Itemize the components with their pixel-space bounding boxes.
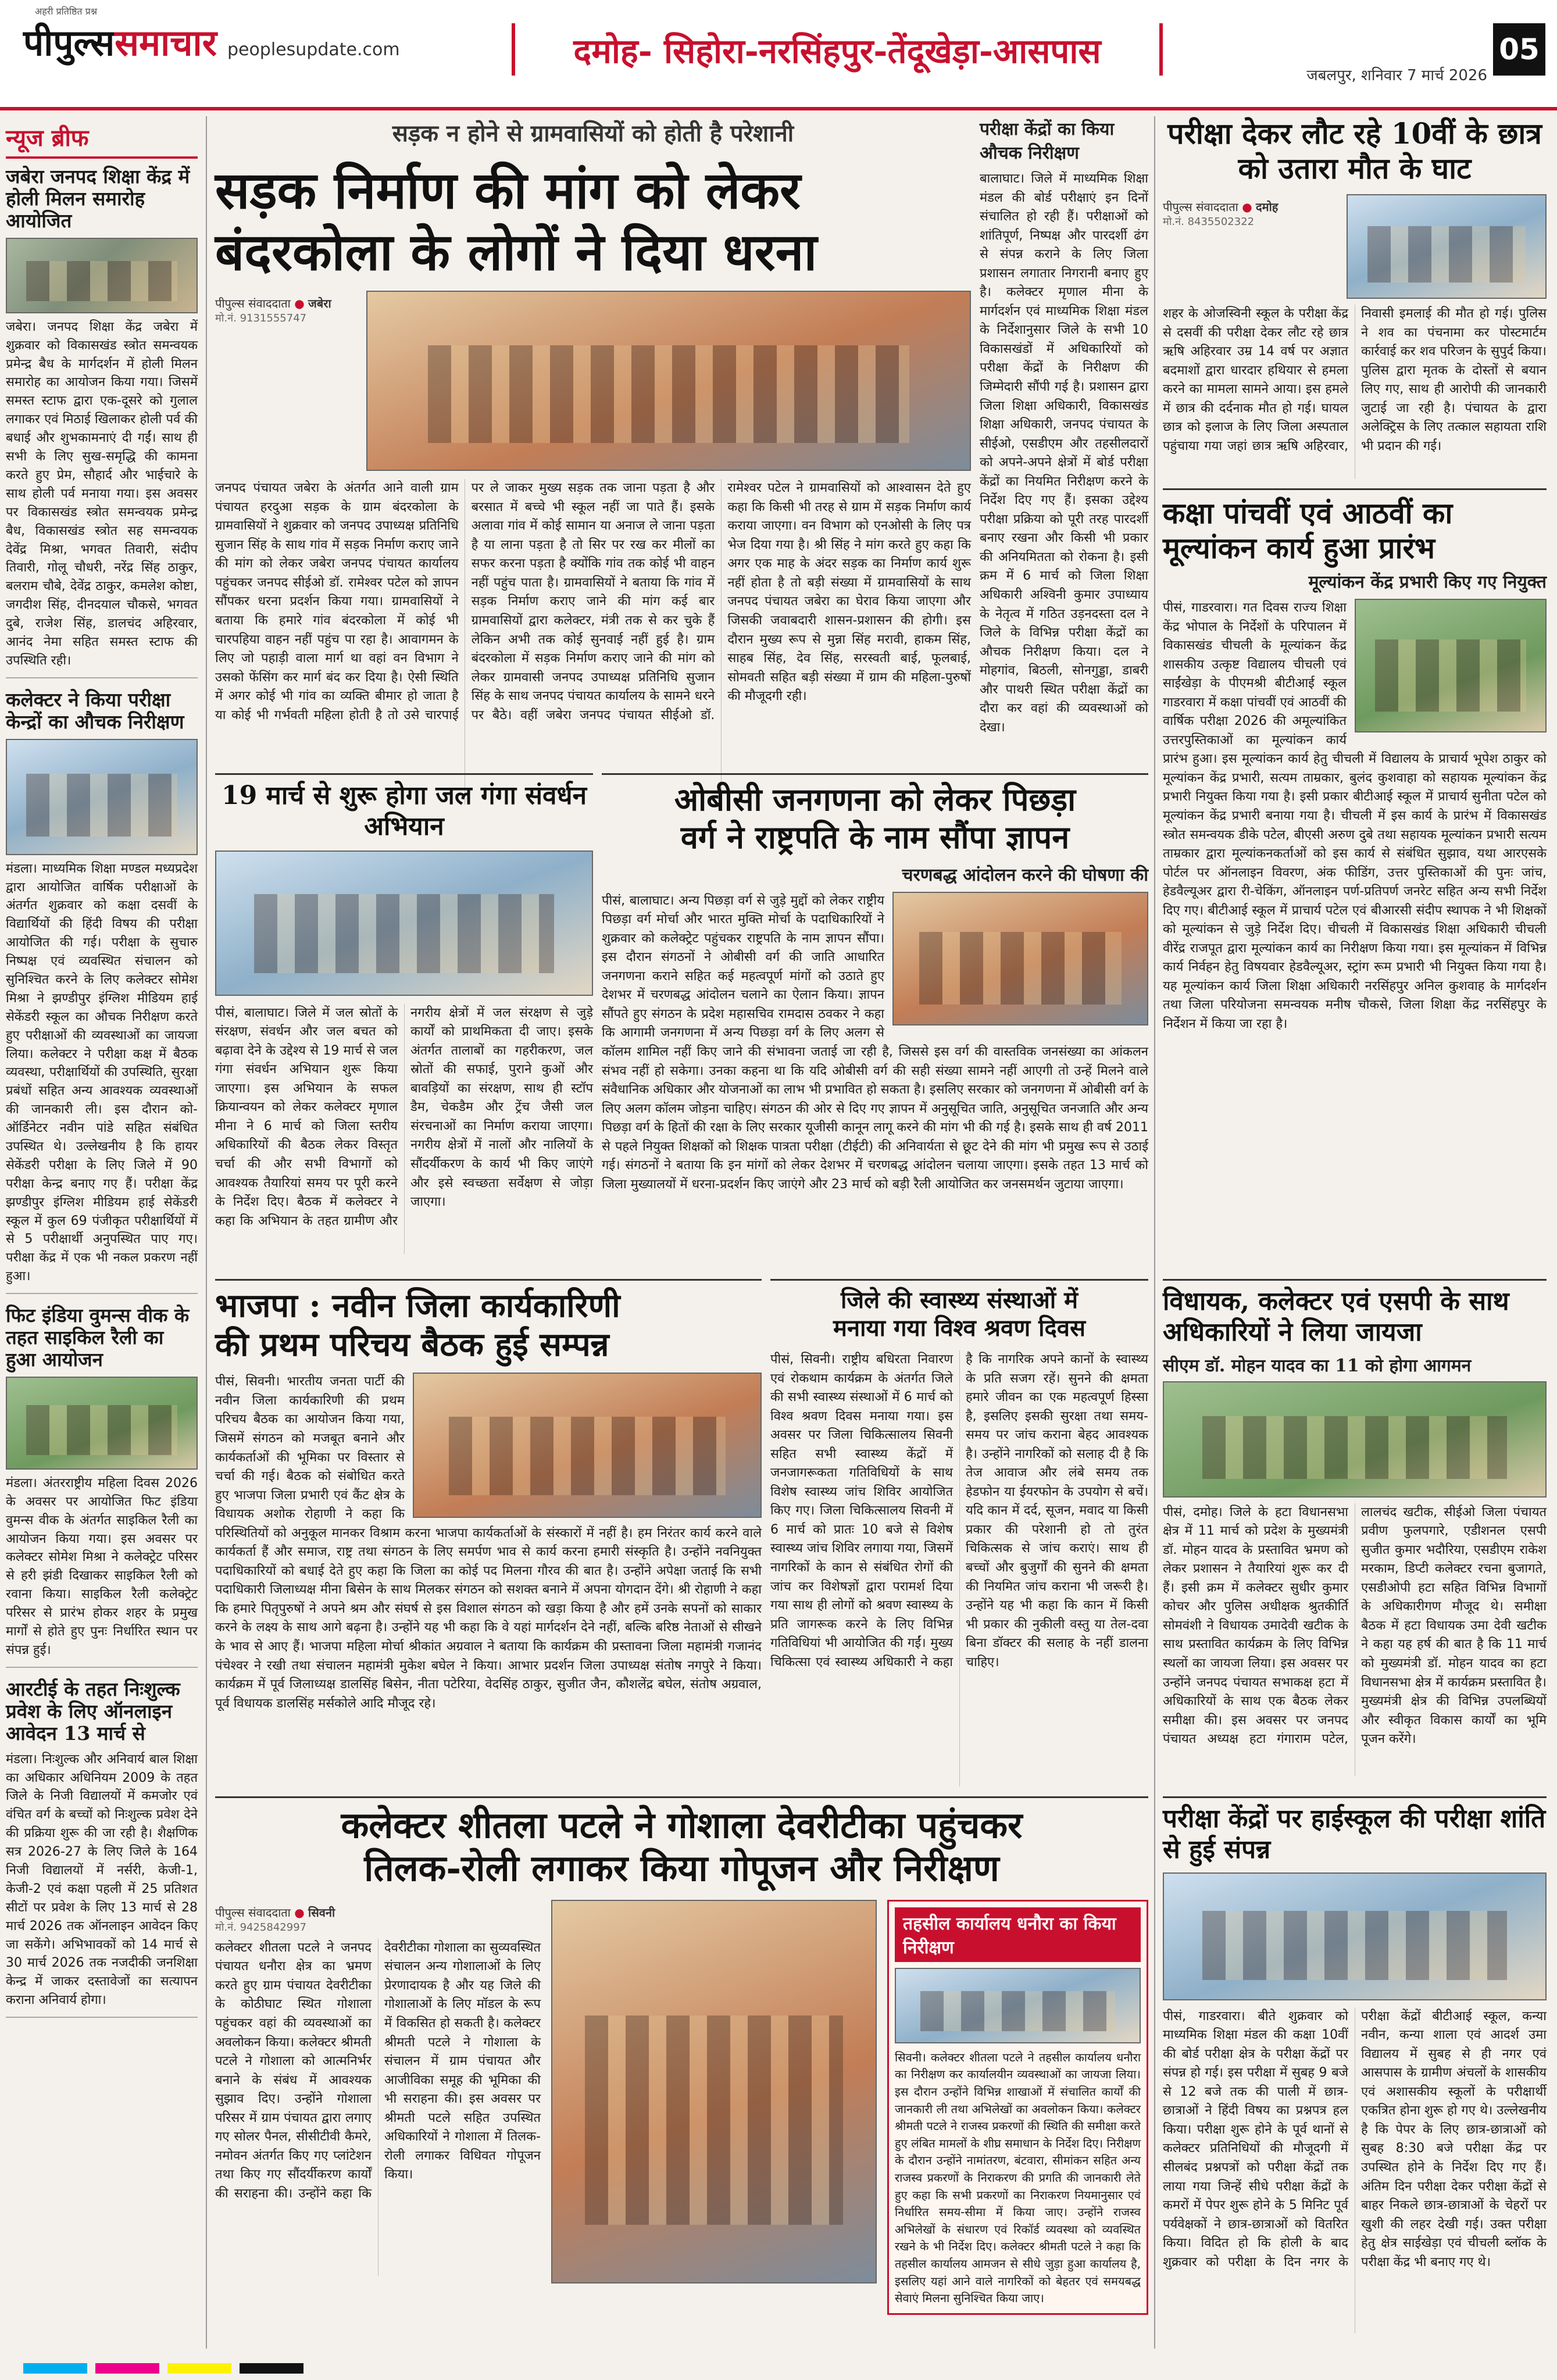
gaushala-headline[interactable]: कलेक्टर शीतला पटले ने गोशाला देवरीटीका पहुंचकर तिलक-रोली लगाकर किया गोपूजन और निरीक्षण [341, 1804, 1023, 1890]
bjp-meeting-story [215, 1279, 762, 1791]
bjp-meeting-headline[interactable]: भाजपा : नवीन जिला कार्यकारिणी की प्रथम परिचय बैठक हुई सम्पन्न [215, 1287, 620, 1364]
yellow-swatch [167, 2363, 231, 2374]
brief-item [6, 1678, 198, 2018]
evaluation-story [1163, 488, 1547, 1267]
obc-census-headline[interactable]: ओबीसी जनगणना को लेकर पिछड़ा वर्ग ने राष्ट्रपति के नाम सौंपा ज्ञापन [674, 781, 1076, 856]
exam-inspection-story [980, 116, 1148, 767]
student-death-photo [1347, 194, 1547, 299]
print-color-strip [0, 2357, 1557, 2380]
brief-item [6, 1305, 198, 1668]
water-campaign-headline[interactable]: 19 मार्च से शुरू होगा जल गंगा संवर्धन अभियान [222, 781, 587, 841]
student-death-story [1163, 116, 1547, 477]
dateline: जबलपुर, शनिवार 7 मार्च 2026 [1306, 67, 1487, 84]
byline: पीपुल्स संवाददाता ● दमोह मो.नं. 8435502322 [1163, 200, 1279, 228]
brief-photo [6, 739, 198, 855]
tehsil-box-title[interactable]: तहसील कार्यालय धनौरा का किया निरीक्षण [895, 1907, 1141, 1962]
brief-text: मंडला। माध्यमिक शिक्षा मण्डल मध्यप्रदेश द्वारा आयोजित वार्षिक परीक्षाओं के अंतर्गत शुक्रवार को कक्षा दसवीं के विद्यार्थियों की हिंदी विषय की परीक्षा आयोजित की गई। परीक्षा के सुचारु निष्पक्ष एवं व्यवस्थित संचालन को सुनिश्चित करने के लिए कलेक्टर सोमेश मिश्रा ने झण्डीपुर इंग्लिश मीडियम हाई सेकेंडरी स्कूल का औचक निरीक्षण करते हुए परीक्षाओं की व्यवस्थाओं का जायजा लिया। कलेक्टर ने परीक्षा कक्ष में बैठक व्यवस्था, परीक्षार्थियों की उपस्थिति, सुरक्षा प्रबंधों सहित अन्य आवश्यक व्यवस्थाओं की जानकारी ली। इस दौरान को-ऑर्डिनेटर नवीन पांडे सहित संबंधित उपस्थित थे। उल्लेखनीय है कि हायर सेकेंडरी परीक्षा के लिए जिले में 90 परीक्षा केन्द्र बनाए गए हैं। परीक्षा केंद्र झण्डीपुर इंग्लिश मीडियम हाई सेकेंडरी स्कूल में कुल 69 पंजीकृत परीक्षार्थियों में से 5 परीक्षार्थी अनुपस्थित पाए गए। परीक्षा केंद्र में एक भी नकल प्रकरण नहीं हुआ। [6, 861, 198, 1284]
hearing-day-story [770, 1279, 1148, 1791]
byline: पीपुल्स संवाददाता ● जबेरा मो.नं. 9131555747 [215, 296, 331, 325]
column-rule [1154, 116, 1155, 2349]
brief-item [6, 689, 198, 1294]
lead-byline-box [215, 291, 355, 471]
brief-text: मंडला। निःशुल्क और अनिवार्य बाल शिक्षा का अधिकार अधिनियम 2009 के तहत जिले के निजी विद्यालयों में कमजोर एवं वंचित वर्ग के बच्चों को निःशुल्क प्रवेश देने की प्रक्रिया शुरू की जा रही है। शैक्षणिक सत्र 2026-27 के लिए जिले के 164 निजी विद्यालयों में नर्सरी, केजी-1, केजी-2 एवं कक्षा पहली में 25 प्रतिशत सीटों पर प्रवेश के लिए 13 मार्च से 28 मार्च 2026 तक ऑनलाइन आवेदन किए जा सकेंगे। अभिभावकों को 14 मार्च से 30 मार्च 2026 तक नजदीकी जनशिक्षा केन्द्र में जाकर दस्तावेजों का सत्यापन कराना अनिवार्य होगा। [6, 1752, 198, 2008]
brief-title[interactable]: कलेक्टर ने किया परीक्षा केन्द्रों का औचक निरीक्षण [6, 688, 184, 733]
brand [23, 17, 400, 66]
hearing-day-body: पीसं, सिवनी। राष्ट्रीय बधिरता निवारण एवं रोकथाम कार्यक्रम के अंतर्गत जिले की सभी स्वास्थ्य संस्थाओं में 6 मार्च को विश्व श्रवण दिवस मनाया गया। इस अवसर पर जिला चिकित्सालय सिवनी सहित सभी स्वास्थ्य केंद्रों में जनजागरूकता गतिविधियों के साथ विशेष स्वास्थ्य जांच शिविर आयोजित किए गए। जिला चिकित्सालय सिवनी में 6 मार्च को प्रातः 10 बजे से विशेष स्वास्थ्य जांच शिविर लगाया गया, जिसमें नागरिकों के कान से संबंधित रोगों की जांच कर विशेषज्ञों द्वारा परामर्श दिया गया साथ ही लोगों को श्रवण स्वास्थ्य के प्रति जागरूक करने के लिए विभिन्न गतिविधियां भी आयोजित की गईं। मुख्य चिकित्सा एवं स्वास्थ्य अधिकारी ने कहा है कि नागरिक अपने कानों के स्वास्थ्य के प्रति सजग रहें। सुनने की क्षमता हमारे जीवन का एक महत्वपूर्ण हिस्सा है, इसलिए इसकी सुरक्षा तथा समय-समय पर जांच कराना बेहद आवश्यक है। उन्होंने नागरिकों को सलाह दी है कि तेज आवाज और लंबे समय तक हेडफोन या ईयरफोन के उपयोग से बचें। यदि कान में दर्द, सूजन, मवाद या किसी प्रकार की परेशानी हो तो तुरंत चिकित्सक से जांच कराएं। साथ ही बच्चों और बुजुर्गों की सुनने की क्षमता की नियमित जांच कराना भी जरूरी है। उन्होंने यह भी कहा कि कान में किसी भी प्रकार की नुकीली वस्तु या तेल-दवा बिना डॉक्टर की सलाह के नहीं डालना चाहिए। [770, 1352, 1148, 1670]
lead-body: जनपद पंचायत जबेरा के अंतर्गत आने वाली ग्राम पंचायत हरदुआ सड़क के ग्राम बंदरकोला के ग्रामवासियों ने शुक्रवार को जनपद उपाध्यक्ष प्रतिनिधि सुजान सिंह के साथ गांव में सड़क निर्माण कराए जाने की मांग को लेकर जबेरा जनपद पंचायत कार्यालय पहुंचकर जनपद सीईओ डॉ. रामेश्वर पटेल को ज्ञापन सौंपकर धरना प्रदर्शन किया गया। ग्रामवासियों ने बताया कि हमारे गांव बंदरकोला में कोई भी चारपहिया वाहन नहीं पहुंच पा रहा है। आवागमन के लिए जो पहाड़ी वाला मार्ग था वहां वन विभाग ने उसको फेंसिंग कर मार्ग बंद कर दिया है। ऐसी स्थिति में अगर कोई भी गांव का व्यक्ति बीमार हो जाता है या कोई भी गर्भवती महिला होती है तो उसे चारपाई पर ले जाकर मुख्य सड़क तक जाना पड़ता है और बरसात में बच्चे भी स्कूल नहीं जा पाते हैं। इसके अलावा गांव में कोई सामान या अनाज ले जाना पड़ता है या लाना पड़ता है तो सिर पर रख कर मीलों का सफर करना पड़ता है क्योंकि गांव तक कोई भी वाहन नहीं पहुंच पाता है। ग्रामवासियों ने बताया कि गांव में सड़क निर्माण कराए जाने की मांग कई बार ग्रामवासियों द्वारा कलेक्टर, मंत्री तक से कर चुके हैं लेकिन अभी तक कोई सुनवाई नहीं हुई है। ग्राम बंदरकोला में सड़क निर्माण कराए जाने की मांग को लेकर ग्रामवासी जनपद उपाध्यक्ष प्रतिनिधि सुजान सिंह के साथ जनपद पंचायत कार्यालय के सामने धरने पर बैठे। वहीं जबेरा जनपद पंचायत सीईओ डॉ. रामेश्वर पटेल ने ग्रामवासियों को आश्वासन देते हुए कहा कि किसी भी तरह से ग्राम में सड़क निर्माण कार्य कराया जाएगा। वन विभाग को एनओसी के लिए पत्र भेज दिया गया है। श्री सिंह ने मांग करते हुए कहा कि अगर एक माह के अंदर सड़क का निर्माण कार्य शुरू नहीं होता है तो बड़ी संख्या में ग्रामवासियों के साथ जनपद पंचायत जबेरा का घेराव किया जाएगा और जिसकी जवाबदारी शासन-प्रशासन की होगी। इस दौरान मुख्य रूप से मुन्ना सिंह मरावी, हाकम सिंह, साहब सिंह, देव सिंह, सरस्वती बाई, फूलबाई, सोमवती सहित बड़ी संख्या में ग्राम की महिला-पुरुषों की मौजूदगी रही। [215, 481, 971, 723]
brief-photo [6, 238, 198, 313]
gaushala-body: कलेक्टर शीतला पटले ने जनपद पंचायत धनौरा क्षेत्र का भ्रमण करते हुए ग्राम पंचायत देवरीटीका के कोठीघाट स्थित गोशाला पहुंचकर वहां की व्यवस्थाओं का अवलोकन किया। कलेक्टर श्रीमती पटले ने गोशाला को आत्मनिर्भर बनाने के संबंध में आवश्यक सुझाव दिए। उन्होंने गोशाला परिसर में ग्राम पंचायत द्वारा लगाए गए सोलर पैनल, सीसीटीवी कैमरे, नमोवन अंतर्गत किए गए प्लांटेशन तथा किए गए सौंदर्यीकरण कार्यों की सराहना की। उन्होंने कहा कि देवरीटीका गोशाला का सुव्यवस्थित संचालन अन्य गोशालाओं के लिए प्रेरणादायक है और यह जिले की गोशालाओं के लिए मॉडल के रूप में विकसित हो सकती है। कलेक्टर श्रीमती पटले ने गोशाला के संचालन में ग्राम पंचायत और आजीविका समूह की भूमिका की भी सराहना की। इस अवसर पर श्रीमती पटले सहित उपस्थित अधिकारियों ने गोशाला में तिलक-रोली लगाकर विधिवत गोपूजन किया। [215, 1940, 541, 2201]
exam-peace-story [1163, 1796, 1547, 2349]
exam-inspection-body: बालाघाट। जिले में माध्यमिक शिक्षा मंडल की बोर्ड परीक्षाएं इन दिनों संचालित हो रही हैं। परीक्षाओं को शांतिपूर्ण, निष्पक्ष और पारदर्शी ढंग से संपन्न कराने के लिए जिला प्रशासन लगातार निगरानी बनाए हुए है। कलेक्टर मृणाल मीना के मार्गदर्शन एवं माध्यमिक शिक्षा मंडल के निर्देशानुसार जिले के सभी 10 विकासखंडों में अधिकारियों को परीक्षा केंद्रों के निरीक्षण की जिम्मेदारी सौंपी गई है। प्रशासन द्वारा जिला शिक्षा अधिकारी, विकासखंड शिक्षा अधिकारी, जनपद पंचायत के सीईओ, एसडीएम और तहसीलदारों को अपने-अपने क्षेत्रों में बोर्ड परीक्षा केंद्रों का नियमित निरीक्षण करने के निर्देश दिए गए हैं। इसका उद्देश्य परीक्षा प्रक्रिया को पूरी तरह पारदर्शी बनाए रखना और किसी भी प्रकार की अनियमितता को रोकना है। इसी क्रम में 6 मार्च को जिला शिक्षा अधिकारी अश्विनी कुमार उपाध्याय के नेतृत्व में गठित उड़नदस्ता दल ने जिले के विभिन्न परीक्षा केंद्रों का औचक निरीक्षण किया। दल ने मोहगांव, बिठली, सोनगुड्डा, डाबरी और पाथरी स्थित परीक्षा केंद्रों का दौरा कर वहां की व्यवस्थाओं को देखा। [980, 171, 1148, 735]
water-campaign-story [215, 773, 593, 1273]
brief-text: मंडला। अंतरराष्ट्रीय महिला दिवस 2026 के अवसर पर आयोजित फिट इंडिया वुमन्स वीक के अंतर्गत साइकिल रैली का आयोजन किया गया। इस अवसर पर कलेक्टर सोमेश मिश्रा ने कलेक्ट्रेट परिसर से हरी झंडी दिखाकर साइकिल रैली को रवाना किया। साइकिल रैली कलेक्ट्रेट परिसर से प्रारंभ होकर शहर के प्रमुख मार्गों से होते हुए पुनः निर्धारित स्थान पर संपन्न हुई। [6, 1475, 198, 1657]
obc-census-photo [892, 892, 1148, 1025]
cm-visit-body: पीसं, दमोह। जिले के हटा विधानसभा क्षेत्र में 11 मार्च को प्रदेश के मुख्यमंत्री डॉ. मोहन यादव के प्रस्तावित भ्रमण को लेकर प्रशासन ने तैयारियां शुरू कर दी हैं। इसी क्रम में कलेक्टर सुधीर कुमार कोचर और पुलिस अधीक्षक श्रुतकीर्ति सोमवंशी ने विधायक उमादेवी खटीक के साथ प्रस्तावित कार्यक्रम के लिए विभिन्न स्थलों का जायजा लिया। इस अवसर पर उन्होंने जनपद पंचायत सभाकक्ष हटा में अधिकारियों के साथ एक बैठक लेकर समीक्षा की। इस अवसर पर जनपद पंचायत अध्यक्ष हटा गंगाराम पटेल, लालचंद खटीक, सीईओ जिला पंचायत प्रवीण फुलपगारे, एडीशनल एसपी सुजीत कुमार भदौरिया, एसडीएम राकेश मरकाम, डिप्टी कलेक्टर रचना बुजागते, एसडीओपी हटा सहित विभिन्न विभागों के अधिकारीगण मौजूद थे। समीक्षा बैठक में हटा विधायक उमा देवी खटीक ने कहा यह हर्ष की बात है कि 11 मार्च को मुख्यमंत्री डॉ. मोहन यादव का हटा विधानसभा क्षेत्र में कार्यक्रम प्रस्तावित है। मुख्यमंत्री क्षेत्र की विभिन्न उपलब्धियों और स्वीकृत विकास कार्यों का भूमि पूजन करेंगे। [1163, 1505, 1547, 1747]
exam-peace-headline[interactable]: परीक्षा केंद्रों पर हाईस्कूल की परीक्षा शांति से हुई संपन्न [1163, 1804, 1546, 1864]
exam-inspection-headline[interactable]: परीक्षा केंद्रों का किया औचक निरीक्षण [980, 119, 1115, 163]
brand-logo[interactable]: पीपुल्ससमाचार [23, 22, 217, 64]
cm-visit-headline[interactable]: विधायक, कलेक्टर एवं एसपी के साथ अधिकारियों ने लिया जायजा [1163, 1287, 1509, 1347]
brief-text: जबेरा। जनपद शिक्षा केंद्र जबेरा में शुक्रवार को विकासखंड स्त्रोत समन्वयक प्रमेन्द्र बैध के मार्गदर्शन में होली मिलन समारोह का आयोजन किया गया। जिसमें समस्त स्टाफ द्वारा एक-दूसरे को गुलाल लगाकर एवं मिठाई खिलाकर होली पर्व की बधाई और शुभकामनाएं दी गईं। साथ ही सभी के लिए सुख-समृद्धि की कामना करते हुए प्रेम, सौहार्द और भाईचारे के साथ होली पर्व मनाया गया। इस अवसर पर विकासखंड स्त्रोत समन्वयक प्रमेन्द्र बैध, विकासखंड स्त्रोत सह समन्वयक देवेंद्र मिश्रा, भगवत तिवारी, संदीप तिवारी, गोलू चौधरी, नरेंद्र सिंह ठाकुर, बलराम चौबे, देवेंद्र ठाकुर, कमलेश कोष्टा, जगदीश सिंह, दीनदयाल चौकसे, भगवत दुबे, राजेश सिंह, डालचंद अहिरवार, आनंद नेमा सहित समस्त स्टाफ की उपस्थिति रही। [6, 319, 198, 668]
evaluation-body: पीसं, गाडरवारा। गत दिवस राज्य शिक्षा केंद्र भोपाल के निर्देशों के परिपालन में विकासखंड चीचली के मूल्यांकन केंद्र शासकीय उत्कृष्ट विद्यालय चीचली एवं साईंखेड़ा के पीएमश्री बीटीआई स्कूल गाडरवारा में कक्षा पांचवीं एवं आठवीं की वार्षिक परीक्षा 2026 की अमूल्यांकित उत्तरपुस्तिकाओं का मूल्यांकन कार्य प्रारंभ हुआ। इस मूल्यांकन कार्य हेतु चीचली में विद्यालय के प्राचार्य भूपेश ठाकुर को मूल्यांकन केंद्र प्रभारी, सत्यम ताम्रकार, बुलंद कुशवाहा को सहायक मूल्यांकन केंद्र प्रभारी नियुक्त किया गया है। इसी प्रकार बीटीआई स्कूल में प्राचार्य सुनीता पटेल को मूल्यांकन केंद्र प्रभारी बनाया गया है। चीचली में इस कार्य के प्रारंभ में विकासखंड स्त्रोत समन्वयक डीके पटेल, बीएसी अरुण दुबे तथा सहायक मूल्यांकन प्रभारी सत्यम ताम्रकार द्वारा मूल्यांकनकर्ताओं को इस कार्य से संबंधित सुझाव, यथा आरएसके पोर्टल पर ऑनलाइन विवरण, अंक फीडिंग, उत्तर पुस्तिकाओं की पुनः जांच, हेडवैल्यूअर द्वारा री-चेकिंग, ऑनलाइन पर्ण-प्रतिपर्ण जनरेट सहित अन्य सभी निर्देश दिए गए। बीटीआई स्कूल में प्राचार्य पटेल एवं बीआरसी संदीप स्थापक ने भी शिक्षकों को मूल्यांकन से जुड़े निर्देश दिए। चीचली में विकासखंड शिक्षा अधिकारी चीचली वीरेंद्र राजपूत द्वारा मूल्यांकन कार्य का निरीक्षण किया गया। इस मूल्यांकन में विभिन्न कार्य निर्वहन हेतु विषयवार हेडवैल्यूअर, स्ट्रांग रूम प्रभारी भी नियुक्त किया गया है। यह मूल्यांकन कार्य जिला शिक्षा अधिकारी नरसिंहपुर अनिल कुशवाह के मार्गदर्शन तथा जिला परियोजना समन्वयक मनीष चौकसे, जिला शिक्षा केंद्र नरसिंहपुर के निर्देशन में किया जा रहा है। [1163, 601, 1547, 1032]
brief-title[interactable]: जबेरा जनपद शिक्षा केंद्र में होली मिलन समारोह आयोजित [6, 165, 190, 232]
brief-title[interactable]: फिट इंडिया वुमन्स वीक के तहत साइकिल रैली का हुआ आयोजन [6, 1304, 190, 1371]
brief-photo [6, 1377, 198, 1470]
lead-headline[interactable]: सड़क निर्माण की मांग को लेकर बंदरकोला के लोगों ने दिया धरना [215, 160, 817, 282]
tehsil-photo [895, 1968, 1141, 2043]
byline: पीपुल्स संवाददाता ● सिवनी मो.नं. 9425842997 [215, 1905, 335, 1934]
column-rule [206, 116, 207, 2349]
lead-kicker: सड़क न होने से ग्रामवासियों को होती है परेशानी [392, 120, 794, 147]
bjp-meeting-photo [413, 1373, 762, 1518]
section-title: दमोह- सिहोरा-नरसिंहपुर-तेंदूखेड़ा-आसपास [512, 23, 1163, 76]
masthead [0, 0, 1557, 110]
evaluation-photo [1355, 599, 1547, 732]
gaushala-story [215, 1796, 1148, 2349]
gaushala-photo [551, 1900, 877, 2283]
news-brief-heading: न्यूज ब्रीफ [6, 121, 198, 159]
cm-visit-photo [1163, 1381, 1547, 1498]
obc-census-story [602, 773, 1148, 1273]
tehsil-inspection-box [887, 1900, 1148, 2315]
student-death-body: शहर के ओजस्विनी स्कूल के परीक्षा केंद्र से दसवीं की परीक्षा देकर लौट रहे छात्र ऋषि अहिरवार उम्र 14 वर्ष पर अज्ञात बदमाशों द्वारा धारदार हथियार से हमला करने का मामला सामने आया। इस हमले में छात्र की दर्दनाक मौत हो गई। घायल छात्र को इलाज के लिए जिला अस्पताल पहुंचाया गया जहां छात्र ऋषि अहिरवार, निवासी इमलाई की मौत हो गई। पुलिस ने शव का पंचनामा कर पोस्टमार्टम कार्रवाई कर शव परिजन के सुपुर्द किया। पुलिस द्वारा मृतक के दोस्तों से बयान लिए गए, साथ ही आरोपी की जानकारी जुटाई जा रही है। पंचायत के द्वारा अलेक्ट्रिस के लिए तत्काल सहायता राशि भी प्रदान की गई। [1163, 306, 1547, 453]
lead-story [215, 116, 971, 767]
exam-peace-body: पीसं, गाडरवारा। बीते शुक्रवार को माध्यमिक शिक्षा मंडल की कक्षा 10वीं की बोर्ड परीक्षा क्षेत्र के परीक्षा केंद्रों पर संपन्न हो गई। इस परीक्षा में सुबह 9 बजे से 12 बजे तक की पाली में छात्र-छात्राओं ने हिंदी विषय का प्रश्नपत्र हल किया। परीक्षा शुरू होने के पूर्व थानों से कलेक्टर प्रतिनिधियों की मौजूदगी में सीलबंद प्रश्नपत्रों को परीक्षा केंद्रों तक लाया गया जिन्हें सीधे परीक्षा केंद्रों के कमरों में पेपर शुरू होने के 5 मिनिट पूर्व पर्यवेक्षकों ने छात्र-छात्राओं को वितरित किया। विदित हो कि होली के बाद शुक्रवार को परीक्षा के दिन नगर के परीक्षा केंद्रों बीटीआई स्कूल, कन्या नवीन, कन्या शाला एवं आदर्श उमा विद्यालय में सुबह से ही नगर एवं आसपास के ग्रामीण अंचलों के शासकीय एवं अशासकीय स्कूलों के परीक्षार्थी एकत्रित होना शुरू हो गए थे। उल्लेखनीय है कि पेपर के लिए छात्र-छात्राओं को सुबह 8:30 बजे परीक्षा केंद्र पर उपस्थित होने के निर्देश दिए गए हैं। अंतिम दिन परीक्षा देकर परीक्षा केंद्रों से बाहर निकले छात्र-छात्राओं के चेहरों पर खुशी की लहर देखी गई। उक्त परीक्षा हेतु क्षेत्र साईखेड़ा एवं चीचली ब्लॉक के परीक्षा केंद्र भी बनाए गए थे। [1163, 2009, 1547, 2270]
evaluation-headline[interactable]: कक्षा पांचवीं एवं आठवीं का मूल्यांकन कार्य हुआ प्रारंभ [1163, 496, 1453, 565]
news-brief-column [0, 116, 203, 2349]
evaluation-subhead: मूल्यांकन केंद्र प्रभारी किए गए नियुक्त [1308, 572, 1547, 592]
tehsil-box-body: सिवनी। कलेक्टर शीतला पटले ने तहसील कार्यालय धनौरा का निरीक्षण कर कार्यालयीन व्यवस्थाओं का जायजा लिया। इस दौरान उन्होंने विभिन्न शाखाओं में संचालित कार्यों की जानकारी ली तथा अभिलेखों का अवलोकन किया। कलेक्टर श्रीमती पटले ने राजस्व प्रकरणों की स्थिति की समीक्षा करते हुए लंबित मामलों के शीघ्र समाधान के निर्देश दिए। निरीक्षण के दौरान उन्होंने नामांतरण, बंटवारा, सीमांकन सहित अन्य राजस्व प्रकरणों के निराकरण की प्रगति की जानकारी लेते हुए कहा कि सभी प्रकरणों का निराकरण नियमानुसार एवं निर्धारित समय-सीमा में किया जाए। उन्होंने राजस्व अभिलेखों के संधारण एवं रिकॉर्ड व्यवस्था को व्यवस्थित रखने के भी निर्देश दिए। कलेक्टर श्रीमती पटले ने कहा कि तहसील कार्यालय आमजन से सीधे जुड़ा हुआ कार्यालय है, इसलिए यहां आने वाले नागरिकों को बेहतर एवं समयबद्ध सेवाएं मिलना सुनिश्चित किया जाए। [895, 2050, 1141, 2306]
water-campaign-body: पीसं, बालाघाट। जिले में जल स्रोतों के संरक्षण, संवर्धन और जल बचत को बढ़ावा देने के उद्देश्य से 19 मार्च से जल गंगा संवर्धन अभियान शुरू किया जाएगा। इस अभियान के सफल क्रियान्वयन को लेकर कलेक्टर मृणाल मीना ने 6 मार्च को जिला स्तरीय अधिकारियों की बैठक लेकर विस्तृत चर्चा की और सभी विभागों को आवश्यक तैयारियां समय पर पूरी करने के निर्देश दिए। बैठक में कलेक्टर ने कहा कि अभियान के तहत ग्रामीण और नगरीय क्षेत्रों में जल संरक्षण से जुड़े कार्यों को प्राथमिकता दी जाए। इसके अंतर्गत तालाबों का गहरीकरण, जल स्रोतों की सफाई, पुराने कुओं और बावड़ियों का संरक्षण, साथ ही स्टॉप डैम, चेकडैम और ट्रेंच जैसी जल संरचनाओं का निर्माण कराया जाएगा। नगरीय क्षेत्रों में नालों और नालियों के सौंदर्यीकरण के कार्य भी किए जाएंगे और इसे स्वच्छता सर्वेक्षण से जोड़ा जाएगा। [215, 1005, 593, 1228]
black-swatch [240, 2363, 303, 2374]
student-death-headline[interactable]: परीक्षा देकर लौट रहे 10वीं के छात्र को उतारा मौत के घाट [1167, 116, 1542, 185]
water-campaign-photo [215, 850, 593, 996]
magenta-swatch [95, 2363, 159, 2374]
cyan-swatch [23, 2363, 87, 2374]
brief-title[interactable]: आरटीई के तहत निःशुल्क प्रवेश के लिए ऑनलाइन आवेदन 13 मार्च से [6, 1677, 180, 1745]
exam-peace-photo [1163, 1872, 1547, 2000]
brief-item [6, 166, 198, 678]
brand-tagline: अहरी प्रतिष्ठित प्रश्न [35, 6, 98, 17]
lead-photo [366, 291, 971, 471]
cm-visit-subhead: सीएम डॉ. मोहन यादव का 11 को होगा आगमन [1163, 1355, 1472, 1376]
obc-census-body: पीसं, बालाघाट। अन्य पिछड़ा वर्ग से जुड़े मुद्दों को लेकर राष्ट्रीय पिछड़ा वर्ग मोर्चा और भारत मुक्ति मोर्चा के पदाधिकारियों ने शुक्रवार को कलेक्ट्रेट पहुंचकर राष्ट्रपति के नाम ज्ञापन सौंपा। इस दौरान संगठनों ने ओबीसी वर्ग की जाति आधारित जनगणना कराने सहित कई महत्वपूर्ण मांगों को उठाते हुए देशभर में चरणबद्ध आंदोलन चलाने का ऐलान किया। ज्ञापन सौंपते हुए संगठन के प्रदेश महासचिव रामदास ठवकर ने कहा कि आगामी जनगणना में अन्य पिछड़ा वर्ग के लिए अलग से कॉलम शामिल नहीं किए जाने की संभावना जताई जा रही है, जिससे इस वर्ग की वास्तविक जनसंख्या का आंकलन संभव नहीं हो सकेगा। उनका कहना था कि यदि ओबीसी वर्ग की सही संख्या सामने नहीं आएगी तो उन्हें मिलने वाले संवैधानिक अधिकार और योजनाओं का लाभ भी प्रभावित हो सकता है। इसलिए सरकार को जनगणना में ओबीसी वर्ग के लिए अलग कॉलम जोड़ना चाहिए। संगठन की ओर से दिए गए ज्ञापन में अनुसूचित जाति, अनुसूचित जनजाति और अन्य पिछड़ा वर्ग के हितों की रक्षा के लिए सरकार यूजीसी कानून लागू करने की मांग भी की गई है। इसके साथ ही वर्ष 2011 से पहले नियुक्त शिक्षकों को शिक्षक पात्रता परीक्षा (टीईटी) की अनिवार्यता से छूट देने की मांग भी प्रमुख रूप से उठाई गई। संगठनों ने बताया कि इन मांगों को लेकर देशभर में चरणबद्ध आंदोलन चलाया जाएगा। इसके तहत 13 मार्च को जिला मुख्यालयों में धरना-प्रदर्शन किए जाएंगे और 23 मार्च को बड़ी रैली आयोजित कर जनसमर्थन जुटाया जाएगा। [602, 893, 1148, 1192]
website-link[interactable]: peoplesupdate.com [227, 40, 400, 60]
hearing-day-headline[interactable]: जिले की स्वास्थ्य संस्थाओं में मनाया गया विश्व श्रवण दिवस [833, 1287, 1086, 1342]
page-number: 05 [1493, 23, 1545, 76]
cm-visit-story [1163, 1279, 1547, 1791]
obc-census-subhead: चरणबद्ध आंदोलन करने की घोषणा की [902, 864, 1148, 885]
bjp-meeting-body: पीसं, सिवनी। भारतीय जनता पार्टी की नवीन जिला कार्यकारिणी की प्रथम परिचय बैठक का आयोजन किया गया, जिसमें संगठन को मजबूत बनाने और कार्यकर्ताओं की भूमिका पर विस्तार से चर्चा की गई। बैठक को संबोधित करते हुए भाजपा जिला प्रभारी एवं कैंट क्षेत्र के विधायक अशोक रोहाणी ने कहा कि परिस्थितियों को अनुकूल मानकर विश्राम करना भाजपा कार्यकर्ताओं के संस्कारों में नहीं है। हम निरंतर कार्य करने वाले कार्यकर्ता हैं और समाज, राष्ट्र तथा संगठन के लिए समर्पण भाव से कार्य करना हमारी संस्कृति है। उन्होंने नवनियुक्त पदाधिकारियों को बधाई देते हुए कहा कि जिला का कोई पद मिलना गौरव की बात है। उन्होंने अपेक्षा जताई कि सभी पदाधिकारी जिलाध्यक्ष मीना बिसेन के साथ मिलकर संगठन को सशक्त बनाने में अपना योगदान देंगे। श्री रोहाणी ने कहा कि हमारे पितृपुरुषों ने अपने श्रम और संघर्ष से इस विशाल संगठन को खड़ा किया है और हमें उनके सपनों को साकार करने के लक्ष्य के साथ आगे बढ़ना है। उन्होंने यह भी कहा कि वे यहां मार्गदर्शन देने नहीं, बल्कि बरिष्ठ नेताओं से सीखने के भाव से आए हैं। भाजपा महिला मोर्चा श्रीकांत अग्रवाल ने बताया कि कार्यक्रम की प्रस्तावना जिला महामंत्री गजानंद पंचेश्वर ने रखी तथा संचालन महामंत्री मुकेश बघेल ने किया। आभार प्रदर्शन जिला उपाध्यक्ष संतोष नगपुरे ने किया। कार्यक्रम में पूर्व जिलाध्यक्ष डालसिंह बिसेन, नीता पटेरिया, वेदसिंह ठाकुर, सुजीत जैन, कौशलेंद्र बघेल, संतोष अग्रवाल, पूर्व विधायक डालसिंह मर्सकोले आदि मौजूद रहे। [215, 1374, 762, 1711]
